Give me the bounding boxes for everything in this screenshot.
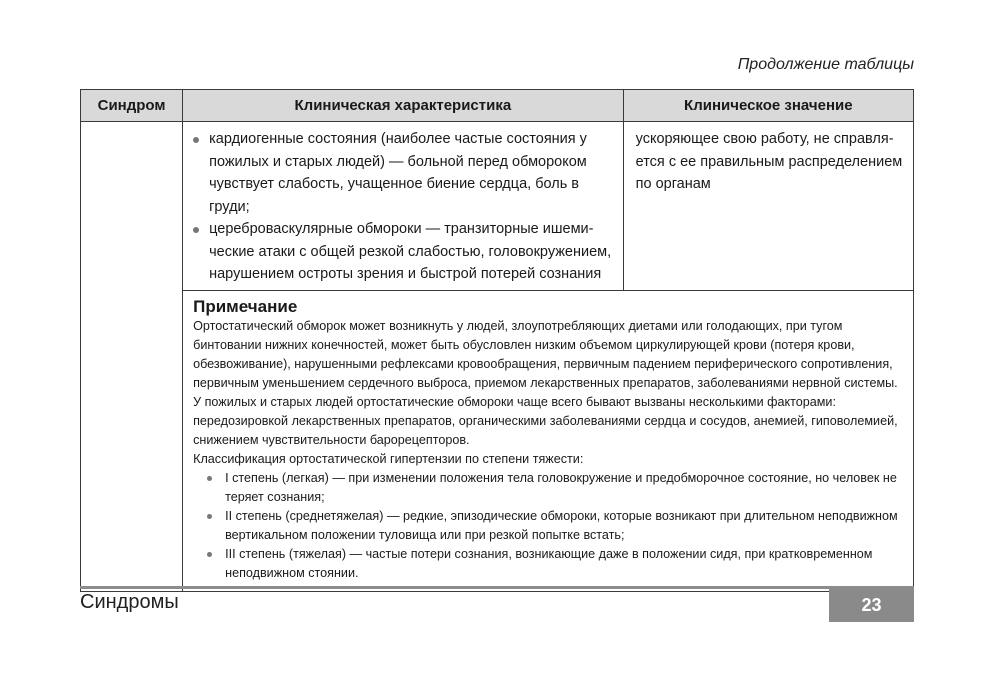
syndrome-table (80, 89, 914, 592)
characteristic-cell (183, 122, 624, 291)
footer-divider (80, 586, 914, 589)
list-item: II степень (среднетяжелая) — редкие, эпизодические обмороки, которые возникают при длительном неподвижном вертикальном положении туловища или при резкой попытке встать; (193, 507, 903, 545)
note-paragraph: Ортостатический обморок может возникнуть у людей, злоупотребляющих диетами или голодающих, при тугом бинтовании нижних конечностей, может быть обусловлен низким объемом циркулирующей крови (потеря крови, обезвоживание), нарушенными рефлексами кровообращения, первичным падением периферического сопротивления, первичным уменьшением сердечного выброса, приемом лекарственных препаратов, заболеваниями нервной системы. У пожилых и старых людей ортостатические обмороки чаще всего бывают вызваны несколькими факторами: передозировкой лекарственных препаратов, органическими заболеваниями сердца и сосудов, анемией, гиповолемией, снижением чувствительности барорецепторов. (193, 318, 898, 447)
page-number-badge (829, 589, 914, 622)
severity-list (193, 469, 903, 583)
table-continuation-label: Продолжение таблицы (737, 56, 914, 73)
list-item: I степень (легкая) — при изменении положения тела головокружение и предобморочное состояние, но человек не теряет сознания; (193, 469, 903, 507)
note-title: Примечание (193, 296, 298, 316)
column-header-characteristic: Клиническая характеристика (183, 90, 624, 122)
note-body (193, 317, 903, 583)
syndrome-cell (81, 122, 183, 592)
page-number: 23 (861, 595, 882, 615)
significance-cell: ускоряющее свою работу, не справляется с ее правильным распределением по органам (623, 122, 913, 291)
note-cell (183, 290, 914, 591)
table-row (81, 122, 914, 291)
list-item: кардиогенные состояния (наиболее частые состояния у пожилых и старых людей) — больной перед обмороком чувствует слабость, учащенное биение сердца, боль в груди; (191, 128, 615, 218)
table-header-row (81, 90, 914, 122)
note-row (81, 290, 914, 591)
column-header-syndrome: Синдром (81, 90, 183, 122)
footer-section-title: Синдромы (80, 591, 179, 613)
column-header-significance: Клиническое значение (623, 90, 913, 122)
list-item: цереброваскулярные обмороки — транзиторные ишемические атаки с общей резкой слабостью, головокружением, нарушением остроты зрения и быстрой потерей сознания (191, 218, 615, 286)
characteristic-list (191, 128, 615, 286)
classification-heading: Классификация ортостатической гипертензии по степени тяжести: (193, 451, 584, 466)
list-item: III степень (тяжелая) — частые потери сознания, возникающие даже в положении сидя, при кратковременном неподвижном стоянии. (193, 545, 903, 583)
